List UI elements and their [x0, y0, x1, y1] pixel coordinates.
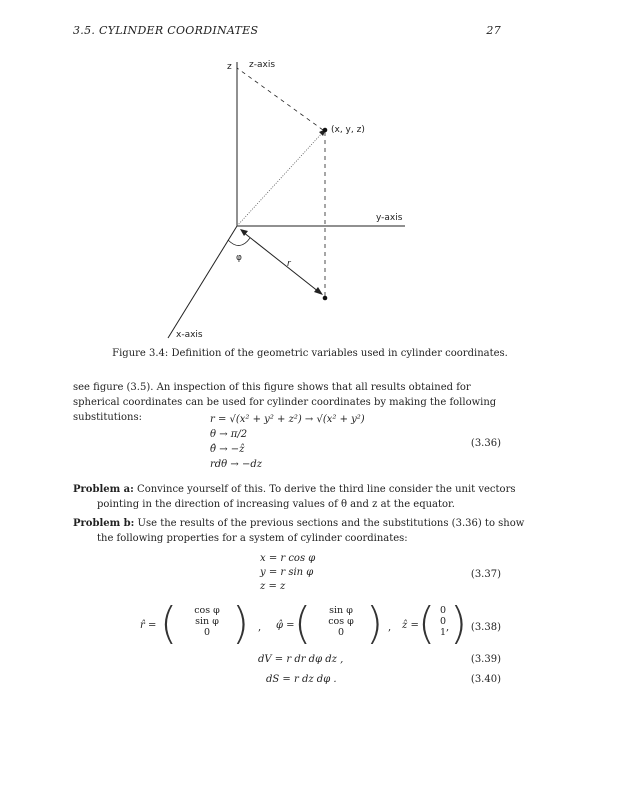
- r-hat-component-1: cos φ: [194, 605, 220, 616]
- phi-hat-component-1: sin φ: [329, 605, 353, 616]
- r-hat-label: r̂ =: [140, 620, 157, 631]
- z-hat-left-paren: (: [418, 598, 436, 649]
- cylinder-coordinates-figure: [140, 52, 440, 342]
- running-head: [73, 24, 501, 40]
- z-axis-label: z-axis: [249, 60, 276, 70]
- intro-paragraph: see figure (3.5). An inspection of this figure shows that all results obtained for spherical coordinates can be used for cylinder coordinates by making the following substitutions:: [73, 382, 497, 423]
- equation-3-36: [210, 414, 510, 474]
- r-hat-vector: [182, 605, 232, 638]
- problem-a-label: Problem a:: [73, 484, 134, 495]
- eq-3-37-line-3: z = z: [260, 581, 286, 592]
- problem-a-text: Convince yourself of this. To derive the third line consider the unit vectors pointing in the direction of increasing values of θ and z at the equator.: [97, 484, 516, 510]
- eq-3-39-number: (3.39): [470, 654, 501, 665]
- problem-b: [73, 516, 527, 546]
- point-label: (x, y, z): [331, 125, 365, 135]
- sep-1: ,: [258, 622, 262, 633]
- z-hat-component-3: 1: [439, 627, 447, 638]
- z-hat-component-1: 0: [439, 605, 447, 616]
- phi-arc: [228, 238, 250, 246]
- x-axis-line: [168, 226, 237, 338]
- z-hat-right-paren: ): [450, 598, 468, 649]
- z-short-label: z: [227, 62, 232, 72]
- eq-3-36-line-3: θ̂ → −ẑ: [210, 444, 245, 455]
- phi-hat-left-paren: (: [294, 598, 312, 649]
- r-hat-left-paren: (: [160, 598, 178, 649]
- point-dot: [323, 128, 328, 133]
- phi-label: φ: [236, 253, 242, 263]
- phi-hat-label: φ̂ =: [276, 620, 295, 631]
- page-number: 27: [486, 24, 501, 37]
- figure-caption: Figure 3.4: Definition of the geometric variables used in cylinder coordinates.: [112, 348, 508, 359]
- r-arrowhead-end: [314, 287, 323, 295]
- r-vector: [243, 232, 319, 292]
- phi-hat-right-paren: ): [366, 598, 384, 649]
- eq-3-36-line-1: r = √(x² + y² + z²) → √(x² + y²): [210, 414, 365, 425]
- phi-hat-vector: [316, 605, 366, 638]
- equation-3-39: dV = r dr dφ dz ,: [258, 654, 344, 665]
- z-hat-component-2: 0: [439, 616, 447, 627]
- problem-b-text: Use the results of the previous sections and the substitutions (3.36) to show the following properties for a system of cylinder coordinates:: [97, 518, 525, 544]
- x-axis-label: x-axis: [176, 330, 203, 340]
- z-projection-dashed: [237, 68, 323, 130]
- eq-3-37-line-1: x = r cos φ: [260, 553, 316, 564]
- eq-3-37-line-2: y = r sin φ: [260, 567, 314, 578]
- position-vector: [237, 132, 323, 226]
- z-hat-label: ẑ =: [402, 620, 419, 631]
- y-axis-label: y-axis: [376, 213, 403, 223]
- eq-3-36-line-2: θ → π/2: [210, 429, 248, 440]
- eq-3-36-line-4: rdθ → −dz: [210, 459, 262, 470]
- r-hat-component-2: sin φ: [195, 616, 219, 627]
- equation-3-40: dS = r dz dφ .: [266, 674, 337, 685]
- r-label: r: [287, 259, 291, 269]
- eq-3-37-number: (3.37): [470, 569, 501, 580]
- problem-a: [73, 482, 527, 512]
- sep-2: ,: [388, 622, 392, 633]
- phi-hat-component-3: 0: [337, 627, 345, 638]
- equation-3-37: [258, 553, 378, 598]
- r-hat-right-paren: ): [232, 598, 250, 649]
- phi-hat-component-2: cos φ: [328, 616, 354, 627]
- projected-point-dot: [323, 296, 328, 301]
- section-title: 3.5. CYLINDER COORDINATES: [73, 24, 259, 37]
- eq-3-40-number: (3.40): [470, 674, 501, 685]
- eq-3-36-number: (3.36): [470, 438, 501, 449]
- problem-b-label: Problem b:: [73, 518, 135, 529]
- r-hat-component-3: 0: [203, 627, 211, 638]
- equation-3-38: [140, 598, 468, 656]
- eq-3-38-number: (3.38): [470, 622, 501, 633]
- sep-3: ,: [446, 622, 450, 633]
